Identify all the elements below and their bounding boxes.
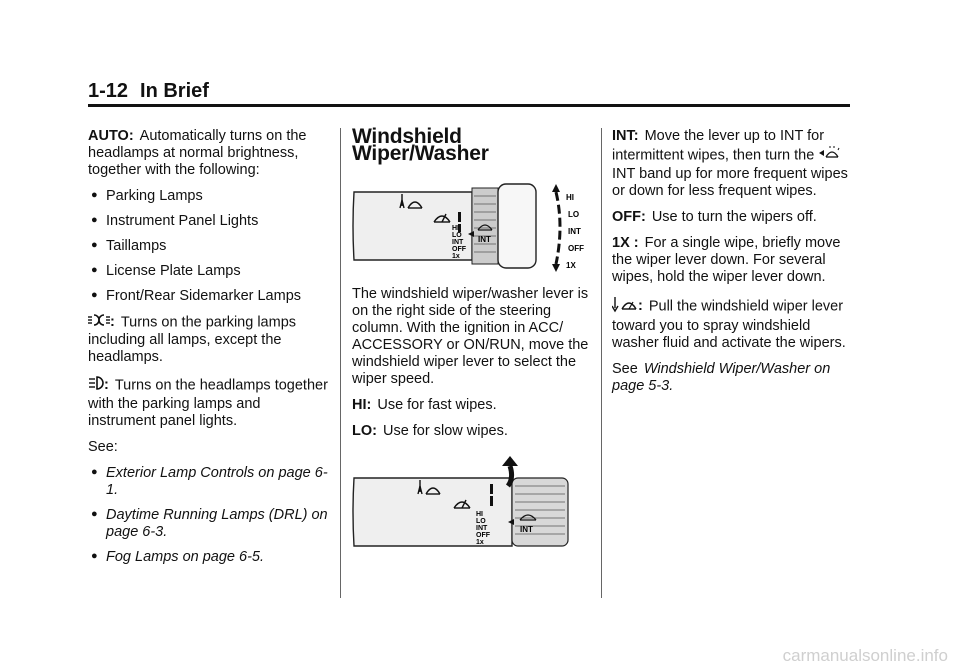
parking-text: Turns on the parking lamps including all lamps, except the headlamps. bbox=[88, 314, 297, 365]
lo-paragraph bbox=[352, 423, 592, 440]
int-paragraph bbox=[612, 128, 858, 200]
positions-arrow bbox=[552, 184, 560, 272]
column-divider-1 bbox=[340, 128, 341, 598]
see-list bbox=[88, 465, 332, 566]
hi-text: Use for fast wipes. bbox=[377, 397, 497, 413]
band-label: INT bbox=[520, 525, 533, 534]
see-label: See: bbox=[88, 439, 118, 455]
list-item: ● Daytime Running Lamps (DRL) on page 6-3. bbox=[91, 507, 328, 540]
page-number: 1-12 bbox=[88, 80, 129, 102]
position-label: 1X bbox=[566, 261, 576, 270]
list-item: ● Front/Rear Sidemarker Lamps bbox=[91, 288, 302, 304]
position-label: LO bbox=[568, 210, 580, 219]
scale-label: OFF bbox=[476, 532, 490, 539]
scale-label: HI bbox=[476, 511, 483, 518]
parking-paragraph bbox=[88, 313, 332, 366]
hi-label: HI: bbox=[352, 397, 372, 413]
scale-label: OFF bbox=[452, 246, 466, 253]
auto-label: AUTO: bbox=[88, 128, 134, 144]
off-paragraph bbox=[612, 209, 858, 226]
section-title: In Brief bbox=[140, 80, 209, 102]
lo-label: LO: bbox=[352, 423, 377, 439]
wiper-lever-figure-2 bbox=[352, 452, 582, 552]
scale-bar bbox=[490, 496, 493, 506]
position-label: INT bbox=[568, 227, 581, 236]
onex-text: For a single wipe, briefly move the wiper lever down. For several wipes, hold the wiper lever down. bbox=[612, 235, 841, 285]
int-text-b: INT band up for more frequent wipes or down for less frequent wipes. bbox=[612, 166, 848, 199]
watermark: carmanualsonline.info bbox=[782, 646, 948, 665]
list-item: ● Fog Lamps on page 6-5. bbox=[91, 549, 264, 565]
int-text-a: Move the lever up to INT for intermittent wipes, then turn the bbox=[612, 128, 825, 164]
off-text: Use to turn the wipers off. bbox=[651, 209, 817, 225]
off-label: OFF: bbox=[612, 209, 646, 225]
band-label: INT bbox=[478, 235, 491, 244]
scale-bar bbox=[490, 484, 493, 494]
headlamp-colon: : bbox=[104, 377, 109, 394]
column-1 bbox=[88, 128, 332, 574]
intermittent-wiper-icon bbox=[818, 145, 840, 166]
scale-label: INT bbox=[476, 525, 488, 532]
scale-label: LO bbox=[452, 232, 462, 239]
scale-label: 1x bbox=[452, 253, 460, 260]
parking-lamp-icon bbox=[88, 313, 110, 332]
position-label: OFF bbox=[568, 244, 584, 253]
wiper-lever-figure-1 bbox=[352, 178, 592, 274]
scale-label: HI bbox=[452, 225, 459, 232]
onex-paragraph bbox=[612, 235, 858, 286]
see-prefix: See bbox=[612, 361, 638, 377]
parking-colon: : bbox=[110, 314, 115, 331]
list-item: ● License Plate Lamps bbox=[91, 263, 241, 279]
list-item: ● Parking Lamps bbox=[91, 188, 203, 204]
auto-paragraph bbox=[88, 128, 332, 179]
headlamp-icon bbox=[88, 375, 104, 396]
int-label: INT: bbox=[612, 128, 639, 144]
position-label: HI bbox=[566, 193, 574, 202]
washer-icon bbox=[612, 295, 638, 318]
wiper-description: The windshield wiper/washer lever is on the right side of the steering column. With the ignition in ACC/ ACCESSORY or ON/RUN, move the windshield wiper lever to select the wiper speed. bbox=[352, 286, 589, 387]
column-divider-2 bbox=[601, 128, 602, 598]
page-header bbox=[88, 80, 209, 103]
scale-label: 1x bbox=[476, 539, 484, 546]
lo-text: Use for slow wipes. bbox=[382, 423, 508, 439]
list-item: ● Taillamps bbox=[91, 238, 167, 254]
section-heading: Windshield Wiper/Washer bbox=[352, 125, 489, 165]
see-paragraph bbox=[612, 361, 858, 395]
washer-paragraph bbox=[612, 295, 858, 352]
auto-list bbox=[88, 188, 332, 305]
auto-text: Automatically turns on the headlamps at normal brightness, together with the following: bbox=[88, 128, 307, 178]
onex-label: 1X : bbox=[612, 235, 639, 251]
hi-paragraph bbox=[352, 397, 592, 414]
list-item: ● Exterior Lamp Controls on page 6-1. bbox=[91, 465, 328, 498]
washer-text: Pull the windshield wiper lever toward you to spray windshield washer fluid and activate the wipers. bbox=[612, 298, 846, 351]
list-item: ● Instrument Panel Lights bbox=[91, 213, 259, 229]
scale-bar bbox=[458, 212, 461, 222]
washer-colon: : bbox=[638, 298, 643, 315]
scale-label: LO bbox=[476, 518, 486, 525]
see-reference: Windshield Wiper/Washer on page 5-3. bbox=[612, 361, 831, 394]
scale-label: INT bbox=[452, 239, 464, 246]
column-2 bbox=[352, 125, 592, 564]
column-3 bbox=[612, 128, 858, 404]
headlamp-text: Turns on the headlamps together with the parking lamps and instrument panel lights. bbox=[88, 377, 328, 429]
headlamp-paragraph bbox=[88, 375, 332, 430]
header-rule bbox=[88, 104, 850, 107]
